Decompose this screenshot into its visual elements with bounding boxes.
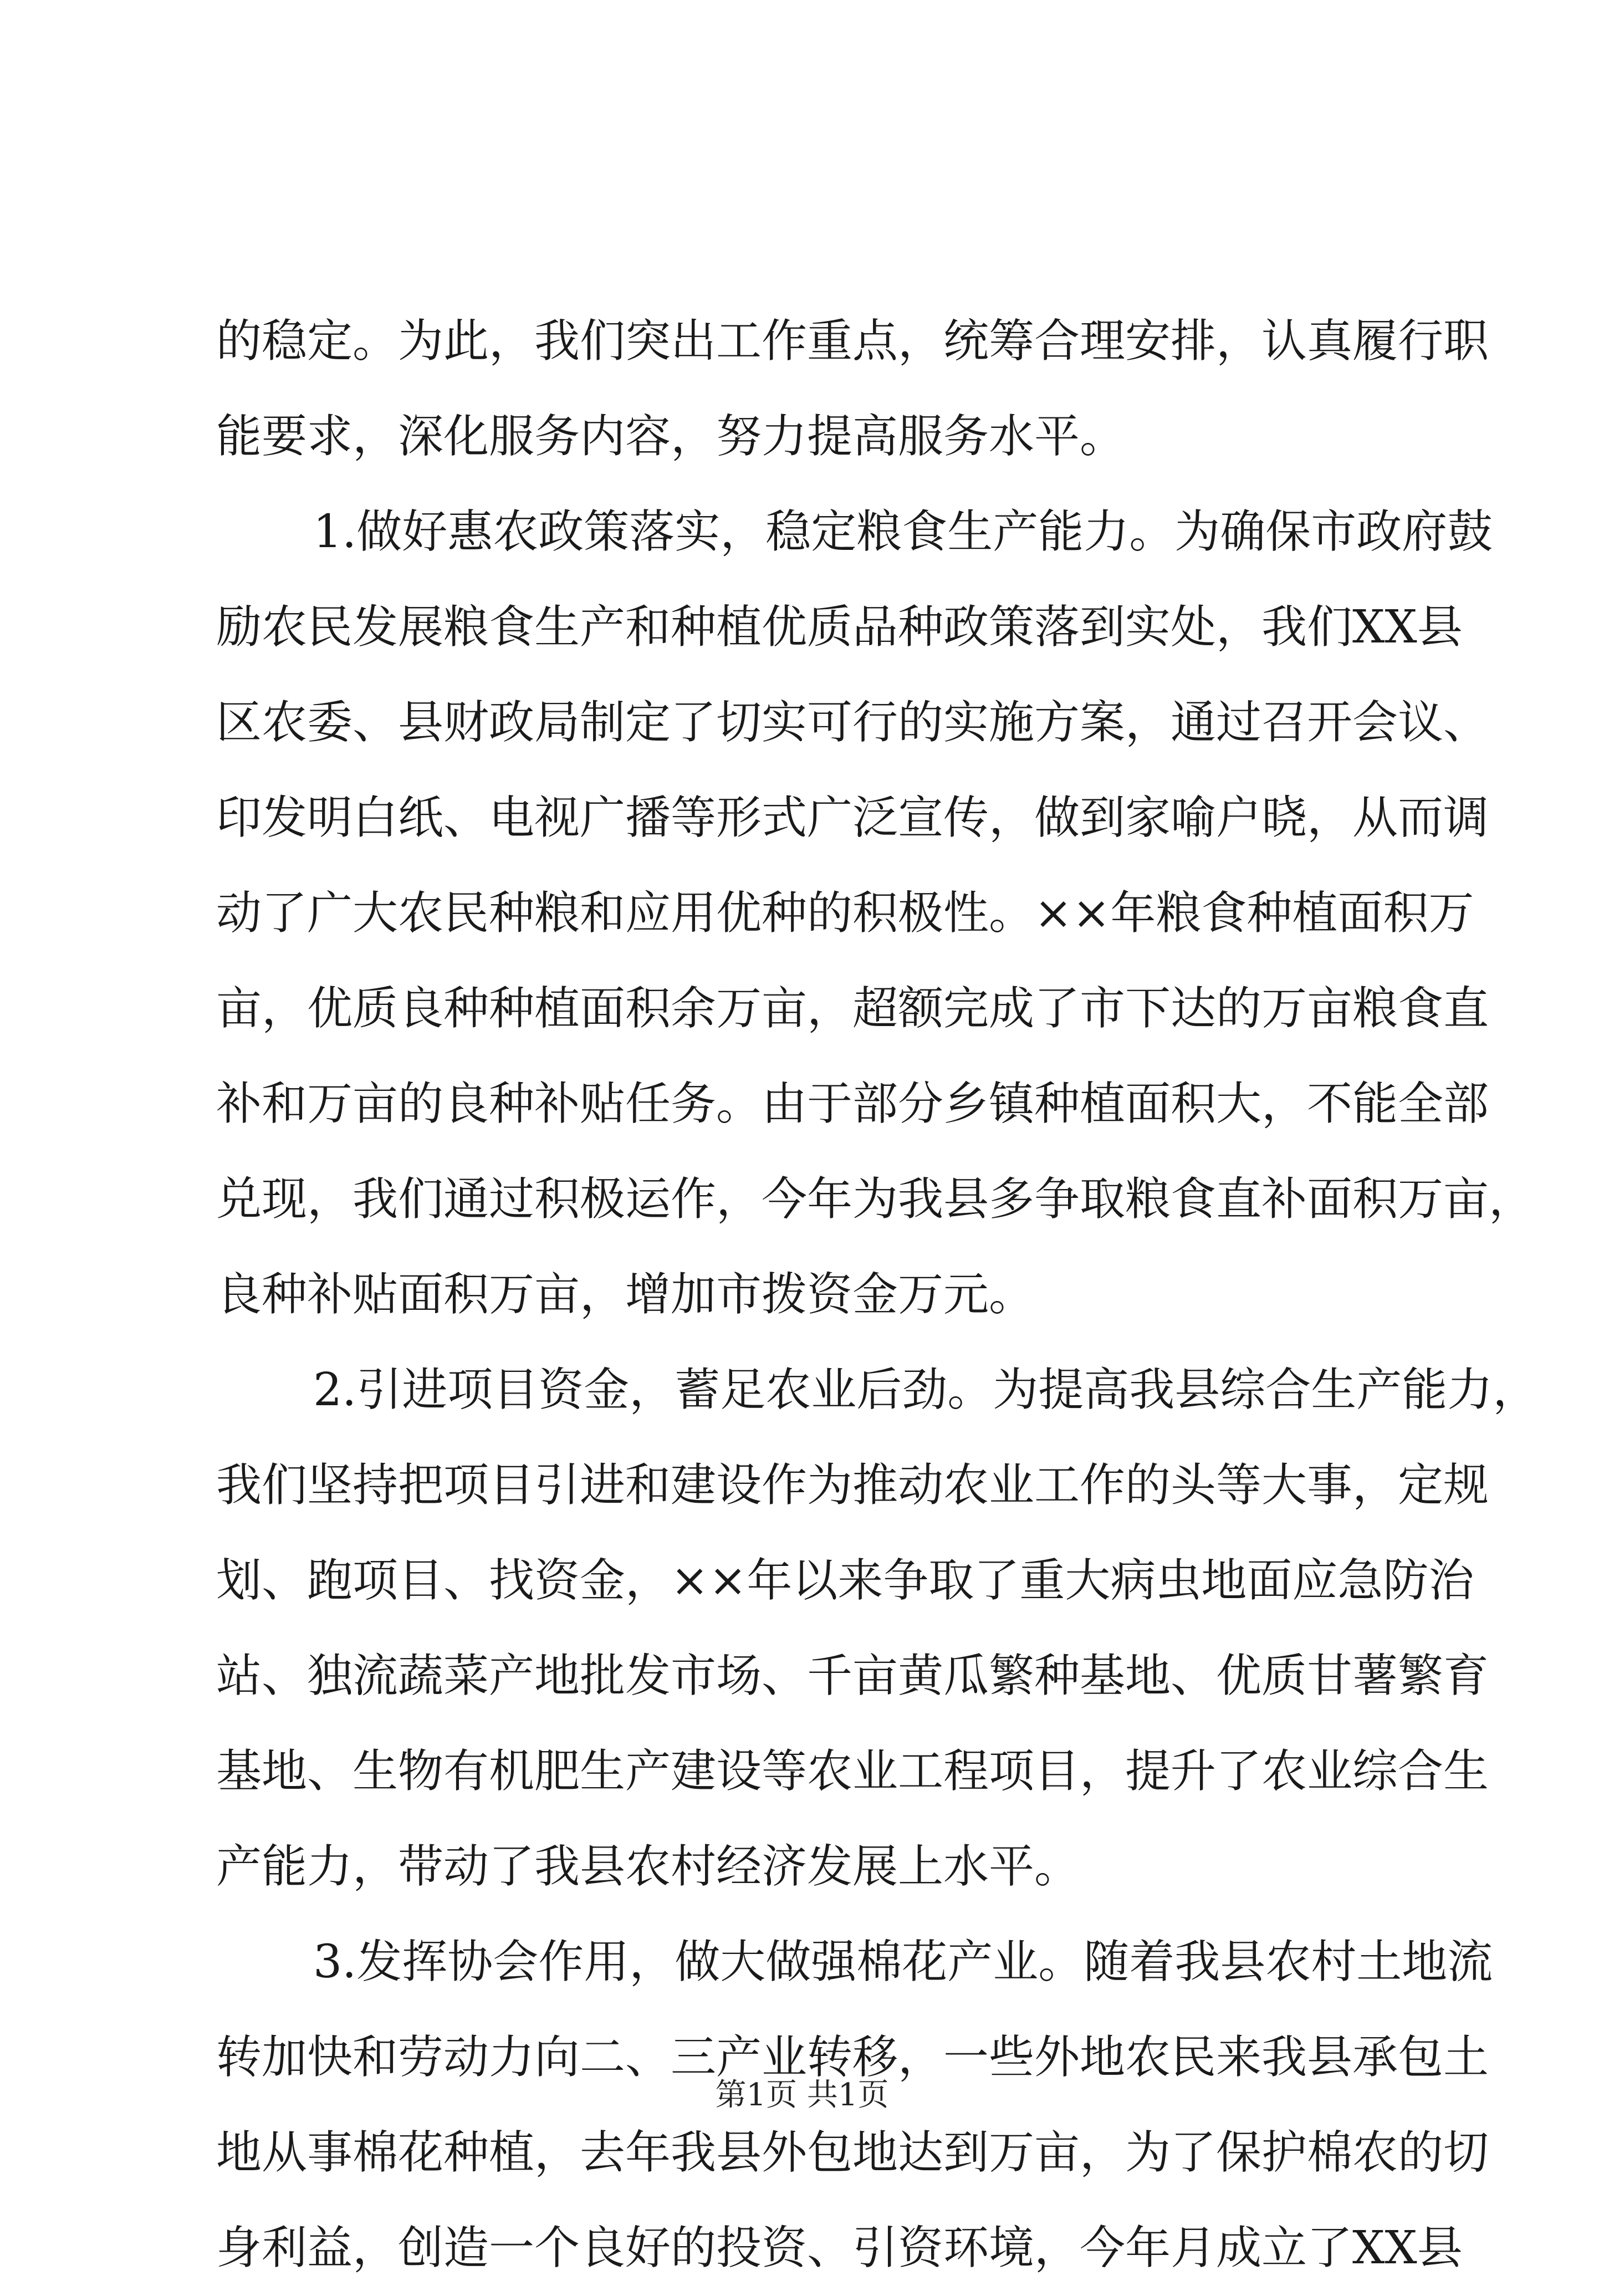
text-line: 基地、生物有机肥生产建设等农业工程项目，提升了农业综合生 [216,1745,1489,1798]
text-line: 划、跑项目、找资金，××年以来争取了重大病虫地面应急防治 [216,1554,1474,1607]
paragraph-heading-line: 3.发挥协会作用，做大做强棉花产业。随着我县农村土地流 [313,1936,1493,1988]
text-line: 动了广大农民种粮和应用优种的积极性。××年粮食种植面积万 [216,887,1474,940]
text-line: 印发明白纸、电视广播等形式广泛宣传，做到家喻户晓，从而调 [216,792,1489,844]
text-line: 我们坚持把项目引进和建设作为推动农业工作的头等大事，定规 [216,1459,1489,1512]
page-footer [0,2073,1604,2118]
page-number-label: 第1页 共1页 [715,2077,889,2113]
text-line: 身利益，创造一个良好的投资、引资环境，今年月成立了XX县 [216,2222,1463,2274]
text-line: 区农委、县财政局制定了切实可行的实施方案，通过召开会议、 [216,696,1489,749]
text-line: 励农民发展粮食生产和种植优质品种政策落到实处，我们XX县 [216,601,1463,654]
text-line: 补和万亩的良种补贴任务。由于部分乡镇种植面积大，不能全部 [216,1078,1489,1130]
body-text [216,294,1539,2296]
paragraph-heading-line: 1.做好惠农政策落实，稳定粮食生产能力。为确保市政府鼓 [313,506,1493,558]
text-line: 良种补贴面积万亩，增加市拨资金万元。 [216,1268,1035,1321]
text-line: 兑现，我们通过积极运作，今年为我县多争取粮食直补面积万亩， [216,1173,1535,1226]
text-line: 的稳定。为此，我们突出工作重点，统筹合理安排，认真履行职 [216,315,1489,368]
text-line: 亩，优质良种种植面积余万亩，超额完成了市下达的万亩粮食直 [216,982,1489,1035]
text-line: 地从事棉花种植，去年我县外包地达到万亩，为了保护棉农的切 [216,2126,1489,2179]
text-line: 站、独流蔬菜产地批发市场、千亩黄瓜繁种基地、优质甘薯繁育 [216,1650,1489,1702]
paragraph-heading-line: 2.引进项目资金，蓄足农业后劲。为提高我县综合生产能力， [313,1364,1539,1416]
text-line: 产能力，带动了我县农村经济发展上水平。 [216,1840,1080,1893]
text-line: 转加快和劳动力向二、三产业转移，一些外地农民来我县承包土 [216,2031,1489,2084]
text-line: 能要求，深化服务内容，努力提高服务水平。 [216,410,1126,463]
